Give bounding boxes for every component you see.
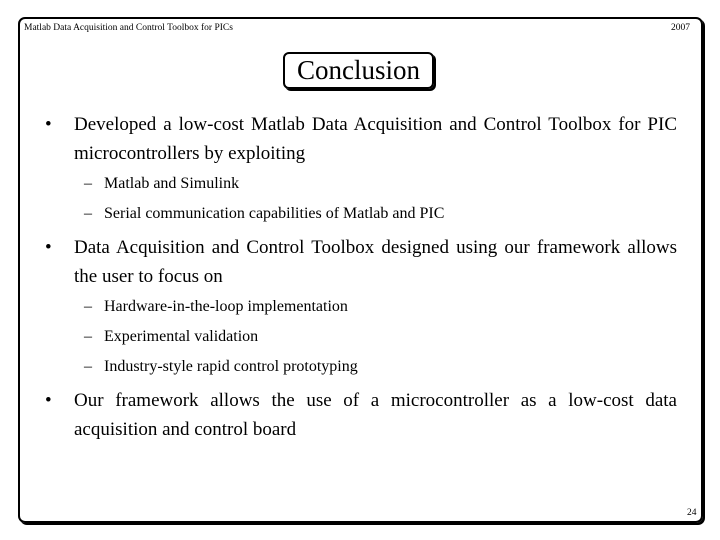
sub-item-text: Matlab and Simulink — [104, 175, 240, 192]
bullet-icon: • — [45, 237, 52, 258]
bullet-item — [45, 110, 677, 168]
sub-item — [84, 204, 444, 224]
slide-title — [283, 52, 434, 89]
bullet-icon: • — [45, 390, 52, 411]
dash-icon: – — [84, 298, 92, 315]
sub-item — [84, 357, 358, 377]
sub-item-text: Industry-style rapid control prototyping — [104, 358, 358, 375]
sub-item-text: Experimental validation — [104, 328, 259, 345]
sub-item — [84, 174, 239, 194]
dash-icon: – — [84, 358, 92, 375]
bullet-item — [45, 386, 677, 444]
bullet-text: Developed a low-cost Matlab Data Acquisition and Control Toolbox for PIC microcontrollers by exploiting — [74, 114, 677, 164]
bullet-text: Our framework allows the use of a microcontroller as a low-cost data acquisition and control board — [74, 390, 677, 440]
sub-item-text: Hardware-in-the-loop implementation — [104, 298, 348, 315]
dash-icon: – — [84, 205, 92, 222]
dash-icon: – — [84, 328, 92, 345]
bullet-icon: • — [45, 114, 52, 135]
header-year: 2007 — [671, 23, 690, 33]
sub-item-text: Serial communication capabilities of Matlab and PIC — [104, 205, 445, 222]
slide-title-text: Conclusion — [296, 55, 420, 85]
header-title: Matlab Data Acquisition and Control Toolbox for PICs — [24, 23, 233, 33]
bullet-text: Data Acquisition and Control Toolbox designed using our framework allows the user to focus on — [74, 237, 677, 287]
sub-item — [84, 327, 258, 347]
bullet-item — [45, 233, 677, 291]
sub-item — [84, 297, 348, 317]
dash-icon: – — [84, 175, 92, 192]
page-number: 24 — [687, 508, 697, 518]
